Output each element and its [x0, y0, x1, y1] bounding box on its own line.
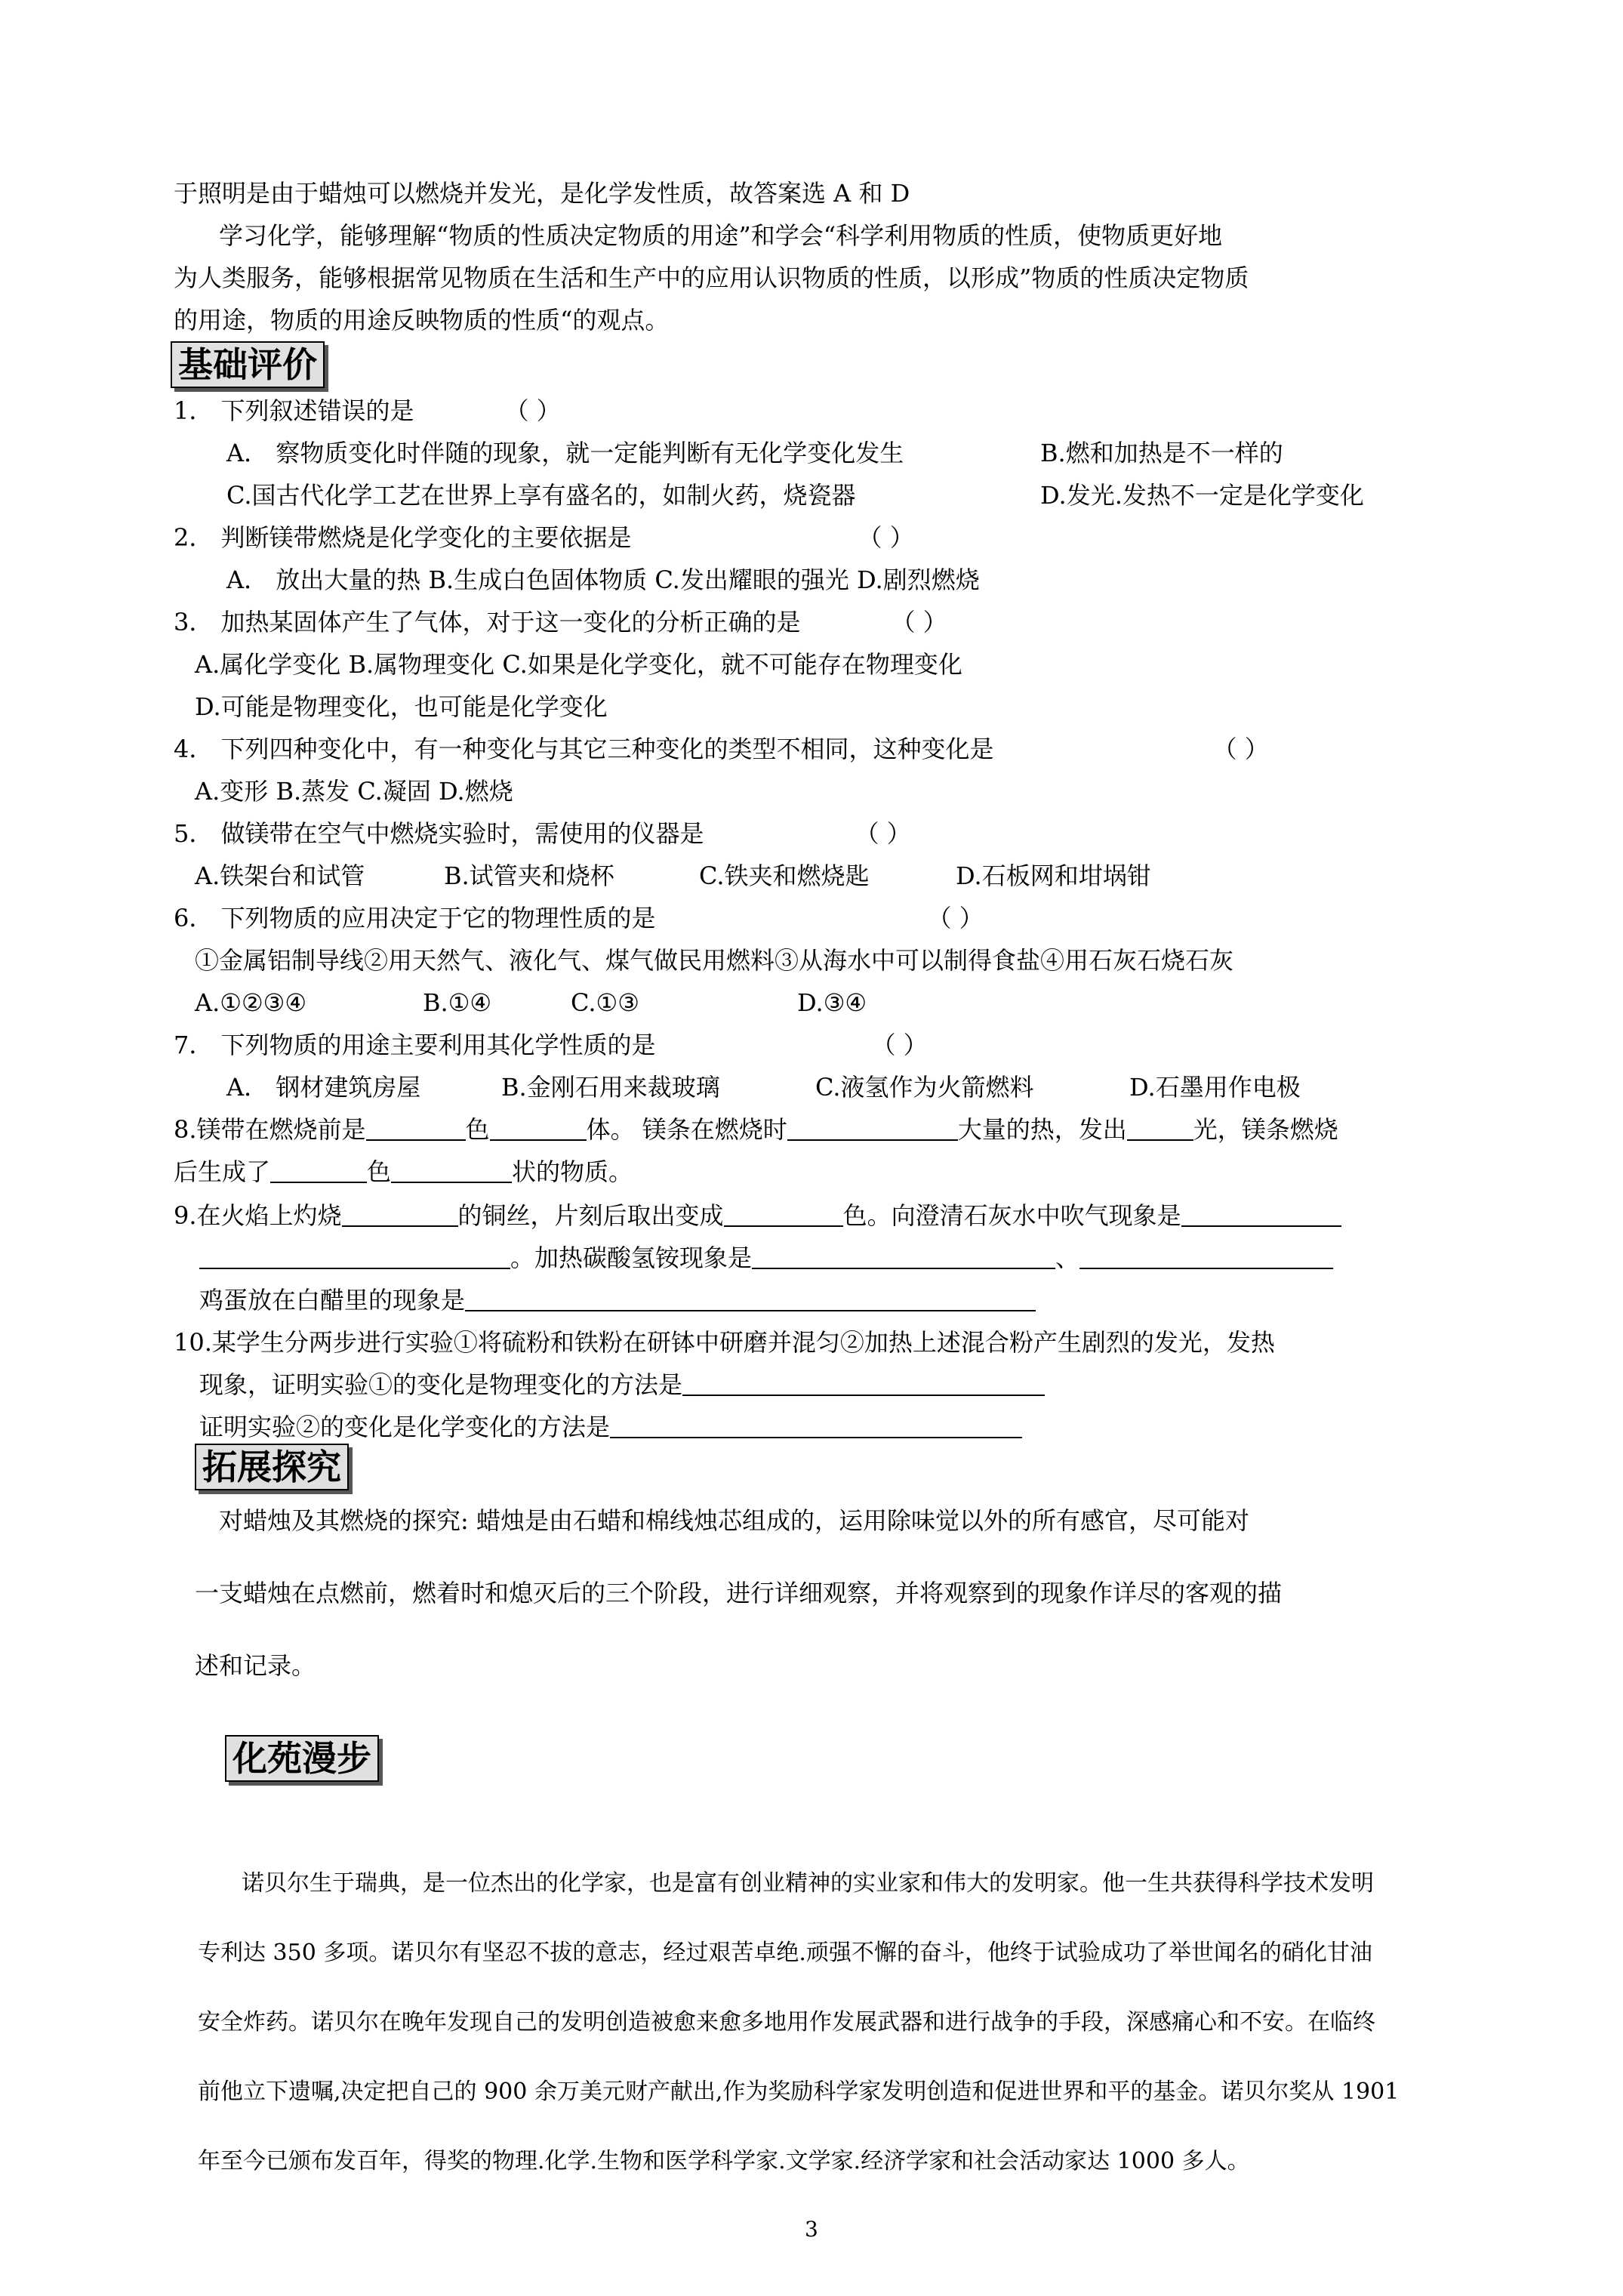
- blank-line: [1181, 1201, 1341, 1227]
- question-text: 色。向澄清石灰水中吹气现象是: [842, 1201, 1181, 1230]
- blank-line: [724, 1201, 843, 1227]
- question-text: 状的物质。: [512, 1157, 633, 1186]
- question-5-option-b: B.试管夹和烧杯: [444, 861, 614, 890]
- answer-bracket: （ ）: [927, 904, 984, 932]
- answer-bracket: （ ）: [871, 1031, 928, 1059]
- question-text: 大量的热，发出: [957, 1115, 1127, 1144]
- intro-paragraph-line: 学习化学，能够理解“物质的性质决定物质的用途”和学会“科学利用物质的性质，使物质更好地: [219, 221, 1223, 250]
- question-stem-text: 6． 下列物质的应用决定于它的物理性质的是: [174, 904, 656, 932]
- question-stem-text: 1． 下列叙述错误的是: [174, 396, 414, 425]
- question-3-options: D.可能是物理变化，也可能是化学变化: [195, 692, 608, 721]
- question-9-line1: [174, 1200, 1341, 1231]
- intro-paragraph-line: 为人类服务，能够根据常见物质在生活和生产中的应用认识物质的性质，以形成”物质的性质决定物质: [174, 264, 1249, 292]
- question-8-line1: [174, 1114, 1338, 1145]
- question-1-stem: [174, 396, 561, 426]
- blank-line: [366, 1115, 466, 1141]
- question-3-options: A.属化学变化 B.属物理变化 C.如果是化学变化，就不可能存在物理变化: [195, 650, 962, 679]
- question-1-option-c: C.国古代化学工艺在世界上享有盛名的，如制火药，烧瓷器: [226, 481, 856, 510]
- intro-paragraph-line: 的用途，物质的用途反映物质的性质“的观点。: [174, 306, 670, 334]
- blank-line: [1127, 1115, 1193, 1141]
- question-4-stem: [174, 734, 1269, 764]
- question-stem-text: 2． 判断镁带燃烧是化学变化的主要依据是: [174, 523, 632, 552]
- question-6-items: ①金属铝制导线②用天然气、液化气、煤气做民用燃料③从海水中可以制得食盐④用石灰石烧石灰: [195, 946, 1234, 975]
- blank-line: [270, 1157, 367, 1183]
- answer-bracket: （ ）: [855, 819, 911, 848]
- question-text: 色: [367, 1157, 392, 1186]
- blank-line: [465, 1286, 1036, 1311]
- explore-paragraph-line: 述和记录。: [195, 1651, 316, 1680]
- question-2-options: A． 放出大量的热 B.生成白色固体物质 C.发出耀眼的强光 D.剧烈燃烧: [226, 566, 980, 594]
- question-text: 体。 镁条在燃烧时: [586, 1115, 787, 1144]
- question-7-option-a: A． 钢材建筑房屋: [226, 1073, 421, 1102]
- page-number: 3: [805, 2217, 818, 2242]
- intro-line: 于照明是由于蜡烛可以燃烧并发光，是化学发性质，故答案选 A 和 D: [174, 179, 910, 208]
- question-6-option-d: D.③④: [797, 988, 867, 1017]
- section-heading-basic: 基础评价: [171, 341, 325, 388]
- question-7-option-b: B.金刚石用来裁玻璃: [501, 1073, 720, 1102]
- blank-line: [752, 1244, 1055, 1269]
- nobel-paragraph-line: 前他立下遗嘱,决定把自己的 900 余万美元财产献出,作为奖励科学家发明创造和促进世界和平的基金。诺贝尔奖从 1901: [198, 2079, 1400, 2105]
- nobel-paragraph-line: 诺贝尔生于瑞典，是一位杰出的化学家，也是富有创业精神的实业家和伟大的发明家。他一生共获得科学技术发明: [242, 1870, 1374, 1897]
- question-6-option-c: C.①③: [571, 988, 639, 1017]
- question-10-line1: 10.某学生分两步进行实验①将硫粉和铁粉在研钵中研磨并混匀②加热上述混合粉产生剧烈的发光，发热: [174, 1328, 1275, 1357]
- question-7-option-d: D.石墨用作电极: [1129, 1073, 1301, 1102]
- question-9-line3: [199, 1285, 1036, 1315]
- question-2-stem: [174, 522, 914, 553]
- blank-line: [490, 1115, 587, 1141]
- question-1-option-b: B.燃和加热是不一样的: [1040, 439, 1283, 467]
- nobel-paragraph-line: 安全炸药。诺贝尔在晚年发现自己的发明创造被愈来愈多地用作发展武器和进行战争的手段，深感痛心和不安。在临终: [198, 2009, 1375, 2036]
- explore-paragraph-line: 对蜡烛及其燃烧的探究: 蜡烛是由石蜡和棉线烛芯组成的，运用除味觉以外的所有感官，尽可能对: [219, 1506, 1249, 1535]
- section-heading-extend: 拓展探究: [195, 1444, 349, 1490]
- question-3-stem: [174, 607, 947, 637]
- question-9-line2: [199, 1243, 1333, 1273]
- question-text: 的铜丝，片刻后取出变成: [457, 1201, 724, 1230]
- blank-line: [391, 1157, 512, 1183]
- blank-line: [610, 1413, 1022, 1438]
- question-text: 8.镁带在燃烧前是: [174, 1115, 366, 1144]
- question-text: 光，镁条燃烧: [1193, 1115, 1338, 1144]
- question-5-stem: [174, 818, 911, 849]
- question-stem-text: 4． 下列四种变化中，有一种变化与其它三种变化的类型不相同，这种变化是: [174, 735, 994, 763]
- question-7-option-c: C.液氢作为火箭燃料: [815, 1073, 1034, 1102]
- question-stem-text: 5． 做镁带在空气中燃烧实验时，需使用的仪器是: [174, 819, 704, 848]
- question-4-options: A.变形 B.蒸发 C.凝固 D.燃烧: [195, 777, 513, 806]
- question-6-option-b: B.①④: [423, 988, 492, 1017]
- question-6-stem: [174, 903, 984, 933]
- blank-line: [1079, 1244, 1333, 1269]
- question-5-option-a: A.铁架台和试管: [195, 861, 365, 890]
- answer-bracket: （ ）: [858, 523, 914, 552]
- question-1-option-a: A． 察物质变化时伴随的现象，就一定能判断有无化学变化发生: [226, 439, 904, 467]
- blank-line: [342, 1201, 458, 1227]
- blank-line: [787, 1115, 958, 1141]
- explore-paragraph-line: 一支蜡烛在点燃前，燃着时和熄灭后的三个阶段，进行详细观察，并将观察到的现象作详尽的客观的描: [195, 1579, 1283, 1607]
- question-10-line3: [199, 1412, 1022, 1442]
- question-5-option-c: C.铁夹和燃烧匙: [699, 861, 870, 890]
- question-5-option-d: D.石板网和坩埚钳: [956, 861, 1151, 890]
- question-8-line2: [174, 1157, 633, 1187]
- question-1-option-d: D.发光.发热不一定是化学变化: [1040, 481, 1364, 510]
- question-text: 色: [465, 1115, 490, 1144]
- blank-line: [682, 1370, 1045, 1396]
- question-10-line2: [199, 1370, 1045, 1400]
- question-text: 9.在火焰上灼烧: [174, 1201, 342, 1230]
- answer-bracket: （ ）: [504, 396, 561, 425]
- question-stem-text: 3． 加热某固体产生了气体，对于这一变化的分析正确的是: [174, 608, 801, 636]
- nobel-paragraph-line: 专利达 350 多项。诺贝尔有坚忍不拔的意志，经过艰苦卓绝.顽强不懈的奋斗，他终于试验成功了举世闻名的硝化甘油: [198, 1940, 1372, 1966]
- blank-line: [199, 1244, 510, 1269]
- answer-bracket: （ ）: [891, 608, 947, 636]
- question-text: 。加热碳酸氢铵现象是: [510, 1244, 753, 1272]
- question-text: 现象，证明实验①的变化是物理变化的方法是: [199, 1370, 683, 1399]
- section-heading-garden: 化苑漫步: [225, 1735, 379, 1782]
- question-text: 、: [1055, 1244, 1080, 1272]
- answer-bracket: （ ）: [1212, 735, 1269, 763]
- question-text: 鸡蛋放在白醋里的现象是: [199, 1286, 466, 1314]
- question-7-stem: [174, 1030, 928, 1060]
- question-text: 证明实验②的变化是化学变化的方法是: [199, 1413, 611, 1441]
- question-stem-text: 7． 下列物质的用途主要利用其化学性质的是: [174, 1031, 656, 1059]
- question-6-option-a: A.①②③④: [195, 988, 307, 1017]
- question-text: 后生成了: [174, 1157, 271, 1186]
- nobel-paragraph-line: 年至今已颁布发百年，得奖的物理.化学.生物和医学科学家.文学家.经济学家和社会活动家达 1000 多人。: [198, 2148, 1250, 2174]
